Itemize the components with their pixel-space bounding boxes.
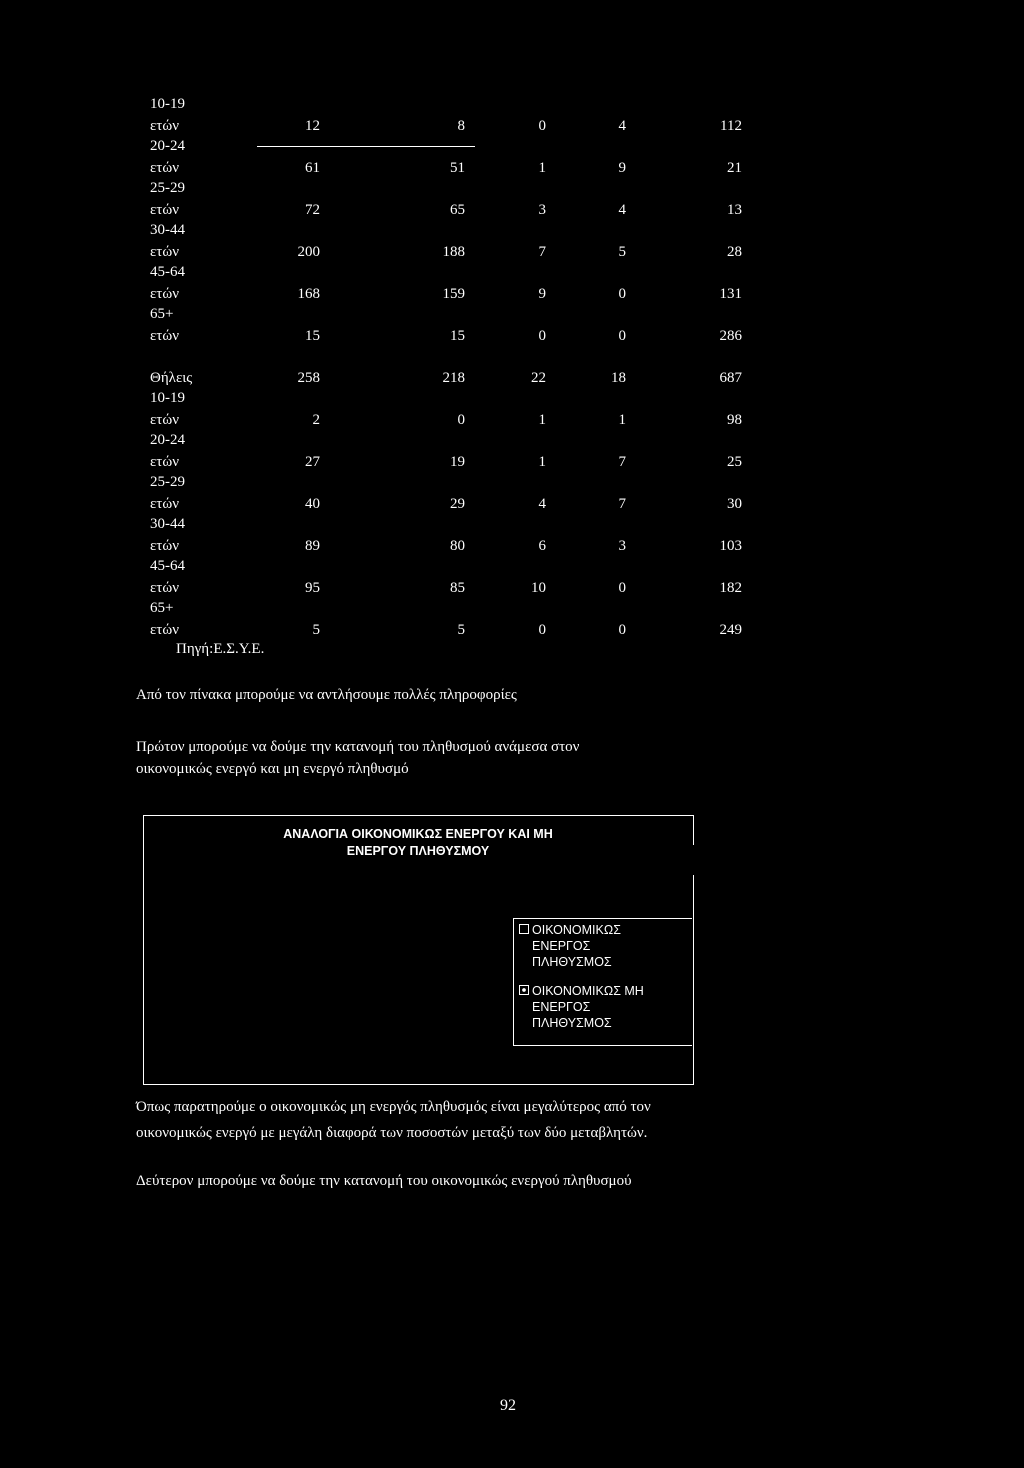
table-cell: 6 <box>538 538 546 554</box>
table-cell: 21 <box>727 160 742 176</box>
table-cell: 7 <box>538 244 546 260</box>
row-label-age: 25-29 <box>150 474 185 490</box>
paragraph-intro: Από τον πίνακα μπορούμε να αντλήσουμε πολλές πληροφορίες <box>136 687 517 703</box>
table-cell: 18 <box>611 370 626 386</box>
table-cell: 258 <box>297 370 320 386</box>
table-row <box>0 580 1024 600</box>
table-cell: 0 <box>618 286 626 302</box>
table-cell: 168 <box>297 286 320 302</box>
row-label: ετών <box>150 202 179 218</box>
row-label-age: 10-19 <box>150 390 185 406</box>
table-cell: 200 <box>297 244 320 260</box>
table-cell: 0 <box>618 622 626 638</box>
row-label: ετών <box>150 496 179 512</box>
legend-active-l1: ΟΙΚΟΝΟΜΙΚΩΣ <box>532 923 621 937</box>
table-cell: 19 <box>450 454 465 470</box>
table-cell: 1 <box>538 160 546 176</box>
row-label: ετών <box>150 244 179 260</box>
row-label-age: 30-44 <box>150 516 185 532</box>
row-label-age: 65+ <box>150 306 174 322</box>
table-cell: 159 <box>442 286 465 302</box>
row-label-age: 30-44 <box>150 222 185 238</box>
legend-inactive-l3: ΠΛΗΘΥΣΜΟΣ <box>532 1016 612 1030</box>
table-cell: 9 <box>618 160 626 176</box>
table-cell: 131 <box>719 286 742 302</box>
row-label: ετών <box>150 412 179 428</box>
table-row <box>0 328 1024 348</box>
table-cell: 29 <box>450 496 465 512</box>
table-cell: 65 <box>450 202 465 218</box>
table-cell: 95 <box>305 580 320 596</box>
row-label-age: 45-64 <box>150 264 185 280</box>
row-label: ετών <box>150 160 179 176</box>
legend-active-l2: ΕΝΕΡΓΟΣ <box>532 939 591 953</box>
table-cell: 4 <box>618 118 626 134</box>
legend-active-l3: ΠΛΗΘΥΣΜΟΣ <box>532 955 612 969</box>
table-cell: 89 <box>305 538 320 554</box>
table-row <box>0 496 1024 516</box>
table-cell: 7 <box>618 496 626 512</box>
table-cell: 0 <box>618 328 626 344</box>
table-cell: 0 <box>538 328 546 344</box>
chart-title <box>143 826 693 860</box>
page-number: 92 <box>500 1397 516 1414</box>
table-cell: 0 <box>538 118 546 134</box>
chart-title-line2: ΕΝΕΡΓΟΥ ΠΛΗΘΥΣΜΟΥ <box>346 844 490 858</box>
paragraph-first-line1: Πρώτον μπορούμε να δούμε την κατανομή του πληθυσμού ανάμεσα στον <box>136 739 580 755</box>
table-cell: 5 <box>618 244 626 260</box>
legend-swatch-active-icon <box>519 924 529 934</box>
table-cell: 1 <box>538 454 546 470</box>
table-cell: 98 <box>727 412 742 428</box>
table-cell: 27 <box>305 454 320 470</box>
table-row <box>0 370 1024 390</box>
table-source: Πηγή:Ε.Σ.Υ.Ε. <box>176 641 265 657</box>
table-row <box>0 118 1024 138</box>
table-cell: 1 <box>618 412 626 428</box>
table-cell: 218 <box>442 370 465 386</box>
row-label: ετών <box>150 580 179 596</box>
table-cell: 103 <box>719 538 742 554</box>
table-cell: 3 <box>618 538 626 554</box>
chart-legend <box>513 918 692 1046</box>
table-row <box>0 622 1024 642</box>
row-label: ετών <box>150 454 179 470</box>
chart-title-line1: ΑΝΑΛΟΓΙΑ ΟΙΚΟΝΟΜΙΚΩΣ ΕΝΕΡΓΟΥ ΚΑΙ ΜΗ <box>283 827 553 841</box>
legend-item-inactive <box>519 983 644 1031</box>
row-label: ετών <box>150 118 179 134</box>
table-cell: 9 <box>538 286 546 302</box>
legend-item-active <box>519 922 621 970</box>
row-label: ετών <box>150 286 179 302</box>
table-cell: 51 <box>450 160 465 176</box>
table-cell: 0 <box>457 412 465 428</box>
table-cell: 22 <box>531 370 546 386</box>
table-underline <box>257 146 475 147</box>
legend-inactive-l1: ΟΙΚΟΝΟΜΙΚΩΣ ΜΗ <box>532 984 644 998</box>
row-label: Θήλεις <box>150 370 193 386</box>
row-label: ετών <box>150 328 179 344</box>
table-cell: 85 <box>450 580 465 596</box>
row-label-age: 45-64 <box>150 558 185 574</box>
table-cell: 80 <box>450 538 465 554</box>
row-label: ετών <box>150 538 179 554</box>
table-cell: 4 <box>618 202 626 218</box>
table-cell: 3 <box>538 202 546 218</box>
table-cell: 15 <box>305 328 320 344</box>
row-label-age: 20-24 <box>150 138 185 154</box>
table-cell: 188 <box>442 244 465 260</box>
table-cell: 2 <box>312 412 320 428</box>
table-row <box>0 244 1024 264</box>
table-cell: 10 <box>531 580 546 596</box>
table-cell: 4 <box>538 496 546 512</box>
table-cell: 182 <box>719 580 742 596</box>
row-label-age: 25-29 <box>150 180 185 196</box>
table-cell: 12 <box>305 118 320 134</box>
paragraph-observation-line2: οικονομικώς ενεργό με μεγάλη διαφορά των ποσοστών μεταξύ των δύο μεταβλητών. <box>136 1125 648 1141</box>
table-cell: 30 <box>727 496 742 512</box>
paragraph-second: Δεύτερον μπορούμε να δούμε την κατανομή του οικονομικώς ενεργού πληθυσμού <box>136 1173 632 1189</box>
table-cell: 112 <box>720 118 742 134</box>
legend-inactive-l2: ΕΝΕΡΓΟΣ <box>532 1000 591 1014</box>
table-cell: 5 <box>312 622 320 638</box>
table-cell: 0 <box>538 622 546 638</box>
row-label-age: 10-19 <box>150 96 185 112</box>
table-cell: 15 <box>450 328 465 344</box>
table-cell: 61 <box>305 160 320 176</box>
legend-swatch-inactive-icon <box>519 985 529 995</box>
table-row <box>0 202 1024 222</box>
paragraph-observation-line1: Όπως παρατηρούμε ο οικονομικώς μη ενεργός πληθυσμός είναι μεγαλύτερος από τον <box>136 1099 651 1115</box>
table-cell: 7 <box>618 454 626 470</box>
table-row <box>0 538 1024 558</box>
table-cell: 8 <box>457 118 465 134</box>
table-row <box>0 454 1024 474</box>
table-row <box>0 286 1024 306</box>
table-row <box>0 412 1024 432</box>
table-cell: 286 <box>719 328 742 344</box>
table-cell: 28 <box>727 244 742 260</box>
row-label-age: 65+ <box>150 600 174 616</box>
table-cell: 1 <box>538 412 546 428</box>
table-cell: 0 <box>618 580 626 596</box>
paragraph-first-line2: οικονομικώς ενεργό και μη ενεργό πληθυσμό <box>136 761 409 777</box>
table-cell: 249 <box>719 622 742 638</box>
table-row <box>0 160 1024 180</box>
row-label: ετών <box>150 622 179 638</box>
table-cell: 5 <box>457 622 465 638</box>
chart-frame-right <box>693 815 694 1084</box>
table-cell: 40 <box>305 496 320 512</box>
table-cell: 687 <box>719 370 742 386</box>
row-label-age: 20-24 <box>150 432 185 448</box>
table-cell: 13 <box>727 202 742 218</box>
table-cell: 72 <box>305 202 320 218</box>
table-cell: 25 <box>727 454 742 470</box>
